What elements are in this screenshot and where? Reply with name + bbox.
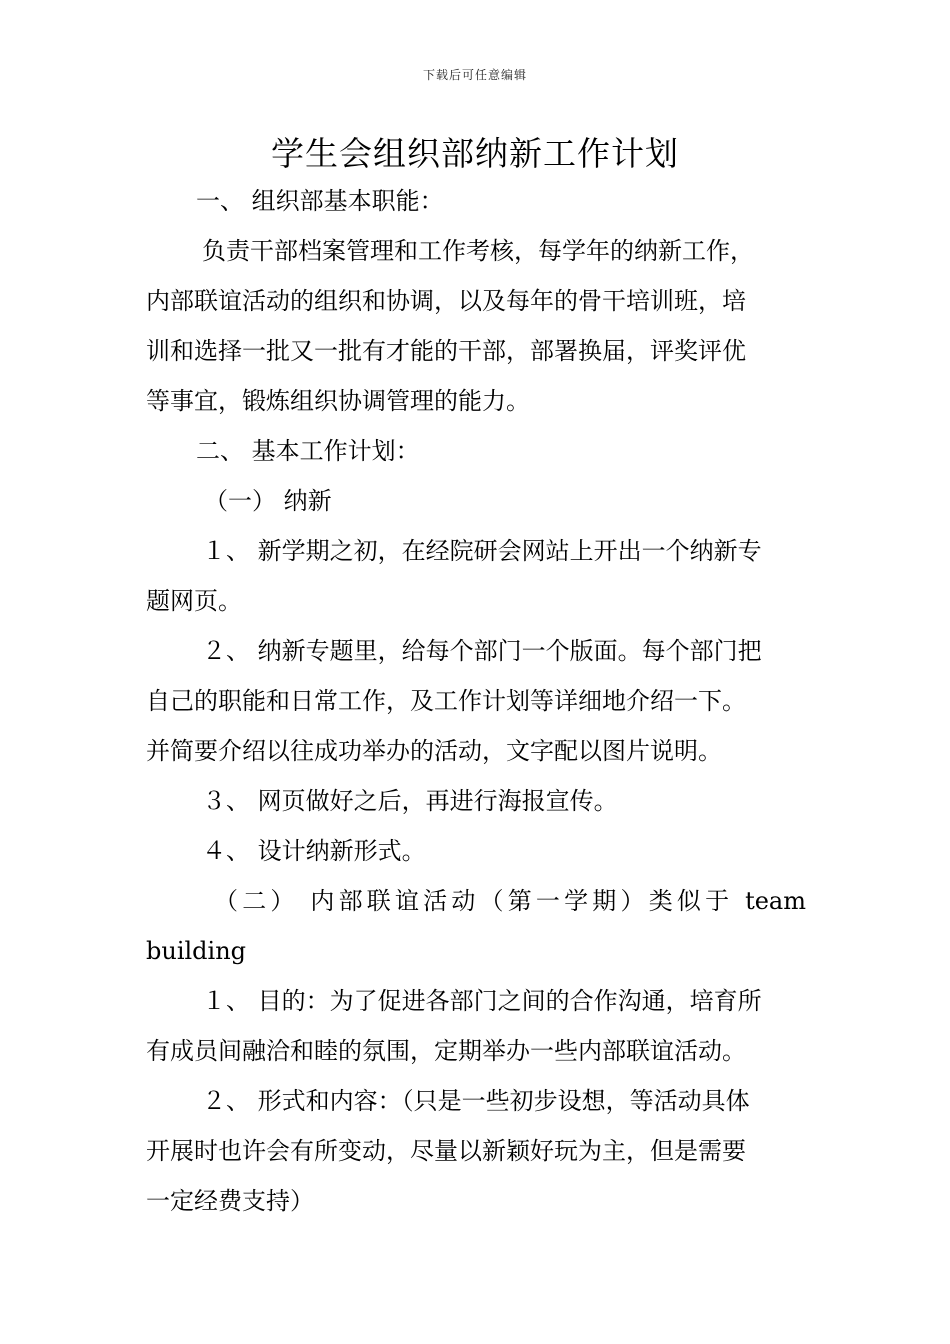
section1-line-3: 训和选择一批又一批有才能的干部，部署换届，评奖评优 [146, 337, 746, 365]
sub1-item3: ３、 网页做好之后，再进行海报宣传。 [202, 787, 618, 815]
section1-line-2: 内部联谊活动的组织和协调，以及每年的骨干培训班，培 [146, 287, 746, 315]
section1-line-1: 负责干部档案管理和工作考核，每学年的纳新工作， [202, 237, 754, 265]
sub1-item1-line-1: １、 新学期之初，在经院研会网站上开出一个纳新专 [202, 537, 762, 565]
header-note: 下载后可任意编辑 [422, 68, 527, 82]
sub2-item2-line-3: 一定经费支持） [146, 1187, 314, 1215]
document-body [146, 176, 806, 1226]
subsection2-heading-line-1: （二） 内部联谊活动（第一学期）类似于 team [214, 887, 806, 915]
sub1-item2-line-2: 自己的职能和日常工作，及工作计划等详细地介绍一下。 [146, 687, 746, 715]
subsection1-heading: （一） 纳新 [204, 487, 332, 515]
sub1-item4: ４、 设计纳新形式。 [202, 837, 426, 865]
sub2-item2-line-1: ２、 形式和内容：（只是一些初步设想，等活动具体 [202, 1087, 750, 1115]
sub2-item1-line-2: 有成员间融洽和睦的氛围，定期举办一些内部联谊活动。 [146, 1037, 746, 1065]
sub1-item2-line-3: 并简要介绍以往成功举办的活动，文字配以图片说明。 [146, 737, 722, 765]
section1-line-4: 等事宜，锻炼组织协调管理的能力。 [146, 387, 530, 415]
subsection2-heading-line-2: building [146, 937, 247, 965]
sub1-item1-line-2: 题网页。 [146, 587, 242, 615]
sub2-item2-line-2: 开展时也许会有所变动，尽量以新颖好玩为主，但是需要 [146, 1137, 746, 1165]
section2-heading: 二、 基本工作计划： [196, 437, 420, 465]
sub1-item2-line-1: ２、 纳新专题里，给每个部门一个版面。每个部门把 [202, 637, 762, 665]
sub2-item1-line-1: １、 目的：为了促进各部门之间的合作沟通，培育所 [202, 987, 762, 1015]
section1-heading: 一、 组织部基本职能： [196, 187, 444, 215]
document-title: 学生会组织部纳新工作计划 [271, 134, 679, 173]
